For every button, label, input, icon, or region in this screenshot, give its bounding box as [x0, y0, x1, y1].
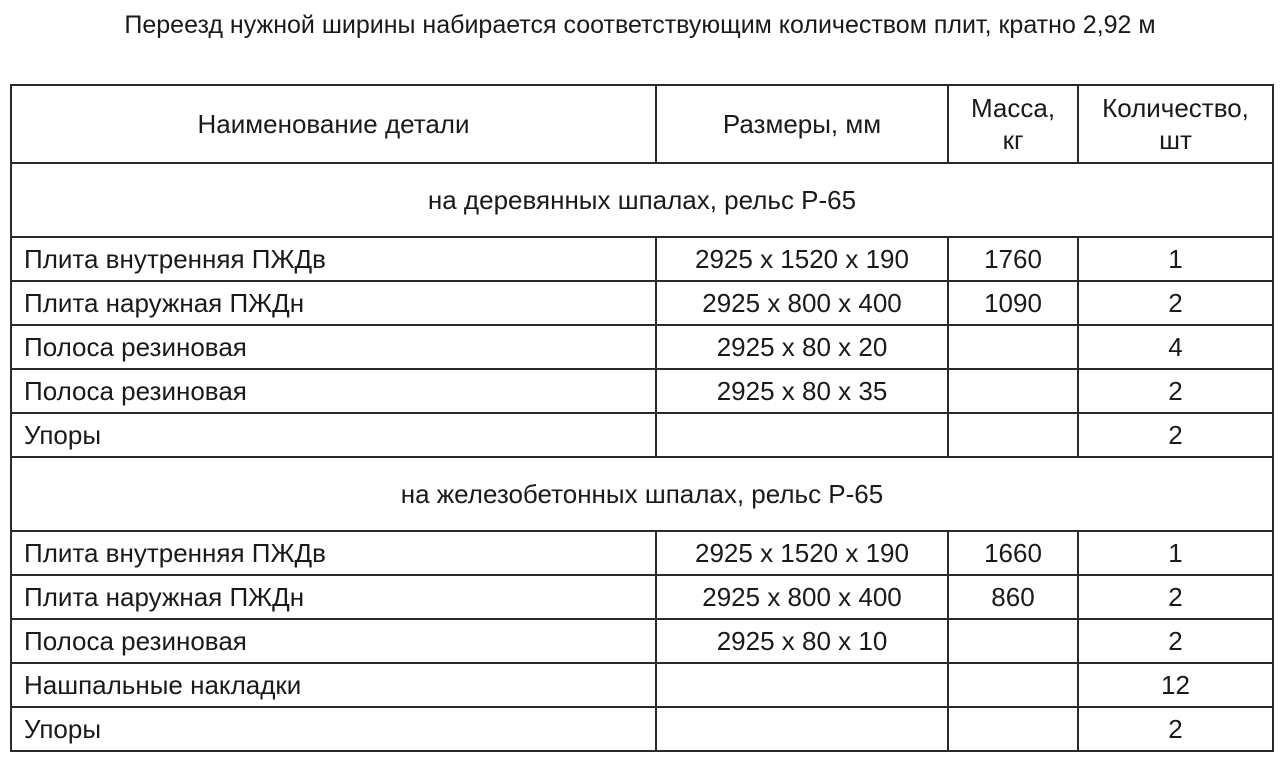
table-row — [11, 663, 1273, 707]
cell-mass — [948, 325, 1078, 369]
cell-part-name: Полоса резиновая — [11, 325, 656, 369]
cell-quantity: 2 — [1078, 575, 1273, 619]
cell-dimensions — [656, 413, 948, 457]
table-row — [11, 707, 1273, 751]
table-row — [11, 237, 1273, 281]
cell-dimensions: 2925 х 1520 х 190 — [656, 237, 948, 281]
table-row — [11, 369, 1273, 413]
section-header-row — [11, 163, 1273, 237]
cell-part-name: Нашпальные накладки — [11, 663, 656, 707]
cell-quantity: 2 — [1078, 619, 1273, 663]
section-title: на деревянных шпалах, рельс Р-65 — [11, 163, 1273, 237]
cell-mass: 1760 — [948, 237, 1078, 281]
cell-dimensions: 2925 х 80 х 35 — [656, 369, 948, 413]
section-title: на железобетонных шпалах, рельс Р-65 — [11, 457, 1273, 531]
cell-quantity: 12 — [1078, 663, 1273, 707]
cell-quantity: 2 — [1078, 413, 1273, 457]
cell-dimensions: 2925 х 800 х 400 — [656, 575, 948, 619]
parts-table — [10, 84, 1274, 752]
cell-part-name: Упоры — [11, 707, 656, 751]
cell-part-name: Полоса резиновая — [11, 619, 656, 663]
column-header-quantity — [1078, 85, 1273, 163]
cell-quantity: 2 — [1078, 707, 1273, 751]
column-header-dimensions: Размеры, мм — [656, 85, 948, 163]
column-header-quantity-line2: шт — [1159, 125, 1192, 155]
cell-part-name: Полоса резиновая — [11, 369, 656, 413]
section-header-row — [11, 457, 1273, 531]
table-header-row — [11, 85, 1273, 163]
cell-quantity: 1 — [1078, 531, 1273, 575]
cell-mass — [948, 413, 1078, 457]
table-row — [11, 413, 1273, 457]
cell-dimensions: 2925 х 80 х 10 — [656, 619, 948, 663]
column-header-mass-line2: кг — [1002, 125, 1024, 155]
cell-quantity: 2 — [1078, 281, 1273, 325]
cell-quantity: 4 — [1078, 325, 1273, 369]
column-header-quantity-line1: Количество, — [1102, 93, 1249, 123]
table-row — [11, 325, 1273, 369]
column-header-mass — [948, 85, 1078, 163]
cell-mass: 1090 — [948, 281, 1078, 325]
cell-dimensions — [656, 707, 948, 751]
cell-part-name: Плита наружная ПЖДн — [11, 575, 656, 619]
table-row — [11, 575, 1273, 619]
cell-part-name: Плита внутренняя ПЖДв — [11, 237, 656, 281]
cell-dimensions: 2925 х 1520 х 190 — [656, 531, 948, 575]
cell-quantity: 2 — [1078, 369, 1273, 413]
cell-dimensions — [656, 663, 948, 707]
cell-mass — [948, 369, 1078, 413]
cell-mass: 1660 — [948, 531, 1078, 575]
cell-part-name: Упоры — [11, 413, 656, 457]
cell-dimensions: 2925 х 800 х 400 — [656, 281, 948, 325]
table-row — [11, 619, 1273, 663]
cell-quantity: 1 — [1078, 237, 1273, 281]
cell-mass — [948, 619, 1078, 663]
column-header-name: Наименование детали — [11, 85, 656, 163]
cell-mass: 860 — [948, 575, 1078, 619]
table-row — [11, 531, 1273, 575]
table-row — [11, 281, 1273, 325]
cell-mass — [948, 663, 1078, 707]
page-heading: Переезд нужной ширины набирается соответствующим количеством плит, кратно 2,92 м — [124, 11, 1156, 39]
column-header-mass-line1: Масса, — [970, 93, 1056, 123]
cell-part-name: Плита наружная ПЖДн — [11, 281, 656, 325]
cell-dimensions: 2925 х 80 х 20 — [656, 325, 948, 369]
cell-mass — [948, 707, 1078, 751]
cell-part-name: Плита внутренняя ПЖДв — [11, 531, 656, 575]
